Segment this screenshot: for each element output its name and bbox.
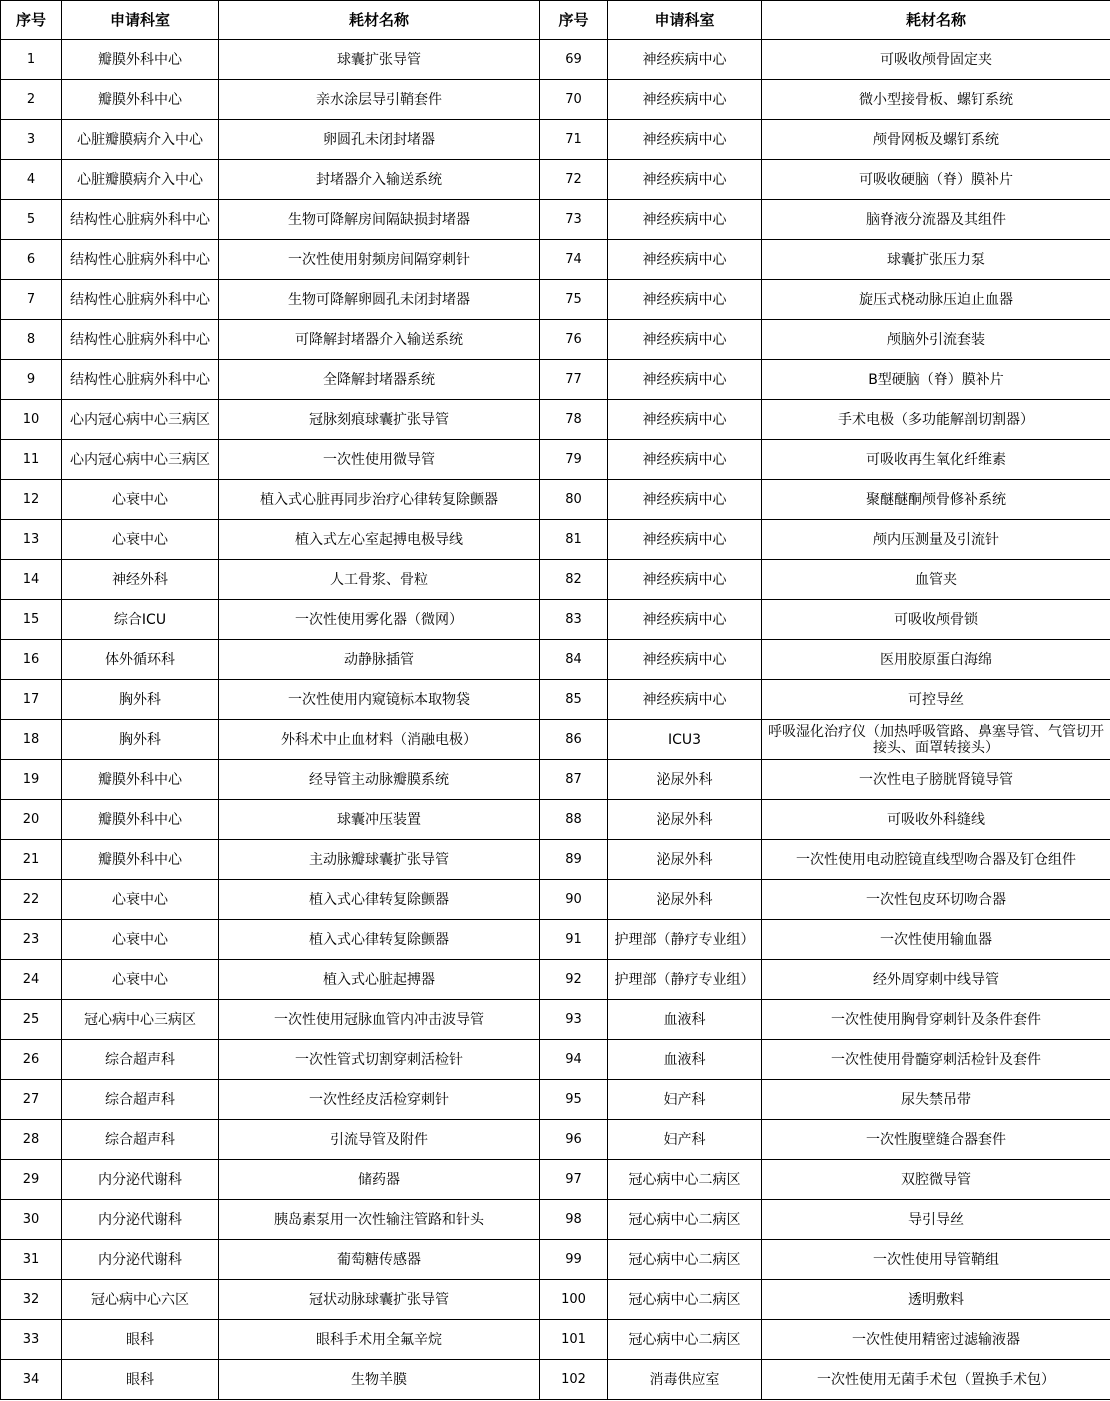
row-department: 综合超声科: [62, 1120, 219, 1160]
row-department: 胸外科: [62, 720, 219, 760]
table-row: [1, 720, 1110, 760]
row-department: 神经疾病中心: [608, 40, 762, 80]
table-row: [1, 1280, 1110, 1320]
header-department: 申请科室: [62, 1, 219, 40]
row-department: 冠心病中心二病区: [608, 1280, 762, 1320]
row-index: 79: [540, 440, 608, 480]
row-department: 泌尿外科: [608, 840, 762, 880]
row-index: 99: [540, 1240, 608, 1280]
row-index: 90: [540, 880, 608, 920]
row-item-name: 外科术中止血材料（消融电极）: [219, 720, 540, 760]
row-department: 冠心病中心二病区: [608, 1240, 762, 1280]
row-department: 神经疾病中心: [608, 680, 762, 720]
table-row: [1, 320, 1110, 360]
row-department: 胸外科: [62, 680, 219, 720]
row-department: 泌尿外科: [608, 880, 762, 920]
row-department: 瓣膜外科中心: [62, 840, 219, 880]
row-item-name: 卵圆孔未闭封堵器: [219, 120, 540, 160]
row-item-name: 聚醚醚酮颅骨修补系统: [762, 480, 1110, 520]
table-row: [1, 1320, 1110, 1360]
row-item-name: 球囊冲压装置: [219, 800, 540, 840]
row-department: 内分泌代谢科: [62, 1240, 219, 1280]
row-index: 5: [1, 200, 62, 240]
table-row: [1, 200, 1110, 240]
table-row: [1, 80, 1110, 120]
row-item-name: 葡萄糖传感器: [219, 1240, 540, 1280]
table-row: [1, 1000, 1110, 1040]
table-row: [1, 520, 1110, 560]
row-index: 10: [1, 400, 62, 440]
row-item-name: 可吸收再生氧化纤维素: [762, 440, 1110, 480]
row-department: 神经疾病中心: [608, 520, 762, 560]
row-index: 94: [540, 1040, 608, 1080]
row-department: 神经外科: [62, 560, 219, 600]
row-index: 74: [540, 240, 608, 280]
row-index: 71: [540, 120, 608, 160]
row-index: 13: [1, 520, 62, 560]
row-item-name: 一次性使用雾化器（微网）: [219, 600, 540, 640]
table-row: [1, 880, 1110, 920]
row-item-name: 一次性使用导管鞘组: [762, 1240, 1110, 1280]
row-item-name: 可吸收颅骨固定夹: [762, 40, 1110, 80]
row-item-name: 微小型接骨板、螺钉系统: [762, 80, 1110, 120]
row-item-name: 可控导丝: [762, 680, 1110, 720]
row-index: 100: [540, 1280, 608, 1320]
row-index: 22: [1, 880, 62, 920]
table-row: [1, 960, 1110, 1000]
row-item-name: 封堵器介入输送系统: [219, 160, 540, 200]
row-index: 83: [540, 600, 608, 640]
row-index: 80: [540, 480, 608, 520]
row-department: 神经疾病中心: [608, 240, 762, 280]
row-index: 70: [540, 80, 608, 120]
row-index: 9: [1, 360, 62, 400]
row-index: 97: [540, 1160, 608, 1200]
table-row: [1, 240, 1110, 280]
table-row: [1, 1080, 1110, 1120]
row-department: 瓣膜外科中心: [62, 760, 219, 800]
row-index: 86: [540, 720, 608, 760]
row-index: 7: [1, 280, 62, 320]
row-department: 心脏瓣膜病介入中心: [62, 160, 219, 200]
row-item-name: 导引导丝: [762, 1200, 1110, 1240]
row-index: 6: [1, 240, 62, 280]
row-index: 93: [540, 1000, 608, 1040]
row-item-name: 颅骨网板及螺钉系统: [762, 120, 1110, 160]
row-index: 25: [1, 1000, 62, 1040]
row-index: 77: [540, 360, 608, 400]
row-index: 31: [1, 1240, 62, 1280]
row-item-name: 植入式心律转复除颤器: [219, 920, 540, 960]
row-item-name: 冠状动脉球囊扩张导管: [219, 1280, 540, 1320]
row-item-name: 植入式心律转复除颤器: [219, 880, 540, 920]
row-item-name: 呼吸湿化治疗仪（加热呼吸管路、鼻塞导管、气管切开接头、面罩转接头）: [762, 720, 1110, 760]
row-index: 14: [1, 560, 62, 600]
row-department: 神经疾病中心: [608, 320, 762, 360]
row-index: 26: [1, 1040, 62, 1080]
row-index: 29: [1, 1160, 62, 1200]
row-index: 73: [540, 200, 608, 240]
row-department: 综合超声科: [62, 1040, 219, 1080]
row-item-name: 储药器: [219, 1160, 540, 1200]
row-index: 82: [540, 560, 608, 600]
table-row: [1, 160, 1110, 200]
row-department: 护理部（静疗专业组）: [608, 920, 762, 960]
table-row: [1, 680, 1110, 720]
row-department: 心脏瓣膜病介入中心: [62, 120, 219, 160]
row-department: 血液科: [608, 1040, 762, 1080]
row-item-name: 生物可降解卵圆孔未闭封堵器: [219, 280, 540, 320]
header-department: 申请科室: [608, 1, 762, 40]
row-item-name: 一次性使用骨髓穿刺活检针及套件: [762, 1040, 1110, 1080]
table-row: [1, 1360, 1110, 1400]
table-row: [1, 1120, 1110, 1160]
table-row: [1, 360, 1110, 400]
row-department: 结构性心脏病外科中心: [62, 320, 219, 360]
header-item-name: 耗材名称: [762, 1, 1110, 40]
row-item-name: 人工骨浆、骨粒: [219, 560, 540, 600]
row-index: 96: [540, 1120, 608, 1160]
row-item-name: 一次性经皮活检穿刺针: [219, 1080, 540, 1120]
header-index: 序号: [540, 1, 608, 40]
row-department: 心衰中心: [62, 960, 219, 1000]
row-department: 心内冠心病中心三病区: [62, 440, 219, 480]
row-department: ICU3: [608, 720, 762, 760]
row-department: 心衰中心: [62, 480, 219, 520]
row-item-name: 植入式心脏再同步治疗心律转复除颤器: [219, 480, 540, 520]
row-department: 血液科: [608, 1000, 762, 1040]
row-index: 30: [1, 1200, 62, 1240]
row-index: 85: [540, 680, 608, 720]
row-item-name: 植入式心脏起搏器: [219, 960, 540, 1000]
row-index: 3: [1, 120, 62, 160]
row-item-name: 一次性使用无菌手术包（置换手术包）: [762, 1360, 1110, 1400]
row-index: 33: [1, 1320, 62, 1360]
row-department: 神经疾病中心: [608, 440, 762, 480]
row-index: 81: [540, 520, 608, 560]
row-index: 21: [1, 840, 62, 880]
row-department: 心衰中心: [62, 880, 219, 920]
row-department: 妇产科: [608, 1080, 762, 1120]
row-index: 78: [540, 400, 608, 440]
row-department: 神经疾病中心: [608, 640, 762, 680]
row-index: 92: [540, 960, 608, 1000]
row-item-name: 冠脉刻痕球囊扩张导管: [219, 400, 540, 440]
row-index: 15: [1, 600, 62, 640]
row-index: 72: [540, 160, 608, 200]
row-department: 神经疾病中心: [608, 560, 762, 600]
row-item-name: 尿失禁吊带: [762, 1080, 1110, 1120]
row-item-name: 可吸收硬脑（脊）膜补片: [762, 160, 1110, 200]
row-item-name: 引流导管及附件: [219, 1120, 540, 1160]
row-index: 2: [1, 80, 62, 120]
row-item-name: 脑脊液分流器及其组件: [762, 200, 1110, 240]
row-item-name: 颅内压测量及引流针: [762, 520, 1110, 560]
row-department: 消毒供应室: [608, 1360, 762, 1400]
table-row: [1, 760, 1110, 800]
row-department: 结构性心脏病外科中心: [62, 240, 219, 280]
row-index: 18: [1, 720, 62, 760]
row-department: 神经疾病中心: [608, 280, 762, 320]
row-index: 89: [540, 840, 608, 880]
row-index: 32: [1, 1280, 62, 1320]
row-item-name: 一次性使用射频房间隔穿刺针: [219, 240, 540, 280]
row-item-name: 全降解封堵器系统: [219, 360, 540, 400]
row-index: 28: [1, 1120, 62, 1160]
row-item-name: 一次性使用输血器: [762, 920, 1110, 960]
table-row: [1, 280, 1110, 320]
row-item-name: B型硬脑（脊）膜补片: [762, 360, 1110, 400]
row-index: 20: [1, 800, 62, 840]
row-department: 神经疾病中心: [608, 360, 762, 400]
row-department: 结构性心脏病外科中心: [62, 200, 219, 240]
row-department: 泌尿外科: [608, 760, 762, 800]
row-department: 瓣膜外科中心: [62, 800, 219, 840]
row-index: 16: [1, 640, 62, 680]
row-index: 12: [1, 480, 62, 520]
row-item-name: 一次性腹壁缝合器套件: [762, 1120, 1110, 1160]
row-item-name: 生物可降解房间隔缺损封堵器: [219, 200, 540, 240]
row-item-name: 可吸收颅骨锁: [762, 600, 1110, 640]
row-index: 34: [1, 1360, 62, 1400]
header-index: 序号: [1, 1, 62, 40]
row-department: 瓣膜外科中心: [62, 80, 219, 120]
row-item-name: 一次性使用微导管: [219, 440, 540, 480]
row-index: 102: [540, 1360, 608, 1400]
row-department: 内分泌代谢科: [62, 1200, 219, 1240]
row-department: 眼科: [62, 1360, 219, 1400]
row-item-name: 可吸收外科缝线: [762, 800, 1110, 840]
row-item-name: 血管夹: [762, 560, 1110, 600]
row-department: 冠心病中心二病区: [608, 1320, 762, 1360]
table-row: [1, 1160, 1110, 1200]
row-item-name: 医用胶原蛋白海绵: [762, 640, 1110, 680]
row-item-name: 眼科手术用全氟辛烷: [219, 1320, 540, 1360]
row-department: 冠心病中心二病区: [608, 1160, 762, 1200]
row-department: 综合ICU: [62, 600, 219, 640]
row-index: 75: [540, 280, 608, 320]
row-item-name: 一次性使用精密过滤输液器: [762, 1320, 1110, 1360]
row-index: 87: [540, 760, 608, 800]
row-item-name: 经外周穿刺中线导管: [762, 960, 1110, 1000]
row-index: 23: [1, 920, 62, 960]
row-department: 心内冠心病中心三病区: [62, 400, 219, 440]
table-row: [1, 40, 1110, 80]
row-department: 神经疾病中心: [608, 80, 762, 120]
row-department: 神经疾病中心: [608, 480, 762, 520]
table-row: [1, 560, 1110, 600]
row-department: 内分泌代谢科: [62, 1160, 219, 1200]
row-department: 心衰中心: [62, 520, 219, 560]
row-index: 1: [1, 40, 62, 80]
row-item-name: 颅脑外引流套装: [762, 320, 1110, 360]
row-department: 冠心病中心三病区: [62, 1000, 219, 1040]
row-item-name: 双腔微导管: [762, 1160, 1110, 1200]
table-row: [1, 800, 1110, 840]
row-item-name: 一次性包皮环切吻合器: [762, 880, 1110, 920]
row-department: 心衰中心: [62, 920, 219, 960]
row-item-name: 主动脉瓣球囊扩张导管: [219, 840, 540, 880]
row-department: 妇产科: [608, 1120, 762, 1160]
row-item-name: 一次性使用电动腔镜直线型吻合器及钉仓组件: [762, 840, 1110, 880]
row-index: 98: [540, 1200, 608, 1240]
row-index: 24: [1, 960, 62, 1000]
row-department: 瓣膜外科中心: [62, 40, 219, 80]
row-index: 11: [1, 440, 62, 480]
table-row: [1, 1040, 1110, 1080]
row-index: 95: [540, 1080, 608, 1120]
table-row: [1, 640, 1110, 680]
row-department: 冠心病中心六区: [62, 1280, 219, 1320]
row-department: 神经疾病中心: [608, 120, 762, 160]
row-department: 冠心病中心二病区: [608, 1200, 762, 1240]
table-body: [1, 40, 1110, 1400]
row-department: 综合超声科: [62, 1080, 219, 1120]
table-row: [1, 1240, 1110, 1280]
row-department: 眼科: [62, 1320, 219, 1360]
row-item-name: 动静脉插管: [219, 640, 540, 680]
row-department: 结构性心脏病外科中心: [62, 360, 219, 400]
row-item-name: 透明敷料: [762, 1280, 1110, 1320]
row-department: 体外循环科: [62, 640, 219, 680]
table-row: [1, 440, 1110, 480]
row-index: 4: [1, 160, 62, 200]
row-item-name: 胰岛素泵用一次性输注管路和针头: [219, 1200, 540, 1240]
table-row: [1, 600, 1110, 640]
header-item-name: 耗材名称: [219, 1, 540, 40]
row-item-name: 球囊扩张压力泵: [762, 240, 1110, 280]
row-index: 84: [540, 640, 608, 680]
table-row: [1, 840, 1110, 880]
row-item-name: 可降解封堵器介入输送系统: [219, 320, 540, 360]
table-row: [1, 120, 1110, 160]
table-row: [1, 480, 1110, 520]
row-index: 69: [540, 40, 608, 80]
table-row: [1, 400, 1110, 440]
row-item-name: 亲水涂层导引鞘套件: [219, 80, 540, 120]
row-department: 神经疾病中心: [608, 400, 762, 440]
row-department: 神经疾病中心: [608, 600, 762, 640]
row-item-name: 一次性电子膀胱肾镜导管: [762, 760, 1110, 800]
row-department: 泌尿外科: [608, 800, 762, 840]
row-item-name: 一次性管式切割穿刺活检针: [219, 1040, 540, 1080]
row-item-name: 一次性使用冠脉血管内冲击波导管: [219, 1000, 540, 1040]
table-row: [1, 920, 1110, 960]
row-item-name: 植入式左心室起搏电极导线: [219, 520, 540, 560]
row-department: 神经疾病中心: [608, 160, 762, 200]
row-item-name: 生物羊膜: [219, 1360, 540, 1400]
row-index: 19: [1, 760, 62, 800]
row-index: 76: [540, 320, 608, 360]
row-index: 91: [540, 920, 608, 960]
row-item-name: 一次性使用胸骨穿刺针及条件套件: [762, 1000, 1110, 1040]
row-department: 结构性心脏病外科中心: [62, 280, 219, 320]
table-row: [1, 1200, 1110, 1240]
row-index: 101: [540, 1320, 608, 1360]
row-index: 88: [540, 800, 608, 840]
row-item-name: 一次性使用内窥镜标本取物袋: [219, 680, 540, 720]
row-department: 护理部（静疗专业组）: [608, 960, 762, 1000]
row-department: 神经疾病中心: [608, 200, 762, 240]
header-row: [1, 1, 1110, 40]
row-item-name: 经导管主动脉瓣膜系统: [219, 760, 540, 800]
row-item-name: 旋压式桡动脉压迫止血器: [762, 280, 1110, 320]
row-item-name: 球囊扩张导管: [219, 40, 540, 80]
row-index: 17: [1, 680, 62, 720]
row-index: 8: [1, 320, 62, 360]
row-index: 27: [1, 1080, 62, 1120]
row-item-name: 手术电极（多功能解剖切割器）: [762, 400, 1110, 440]
